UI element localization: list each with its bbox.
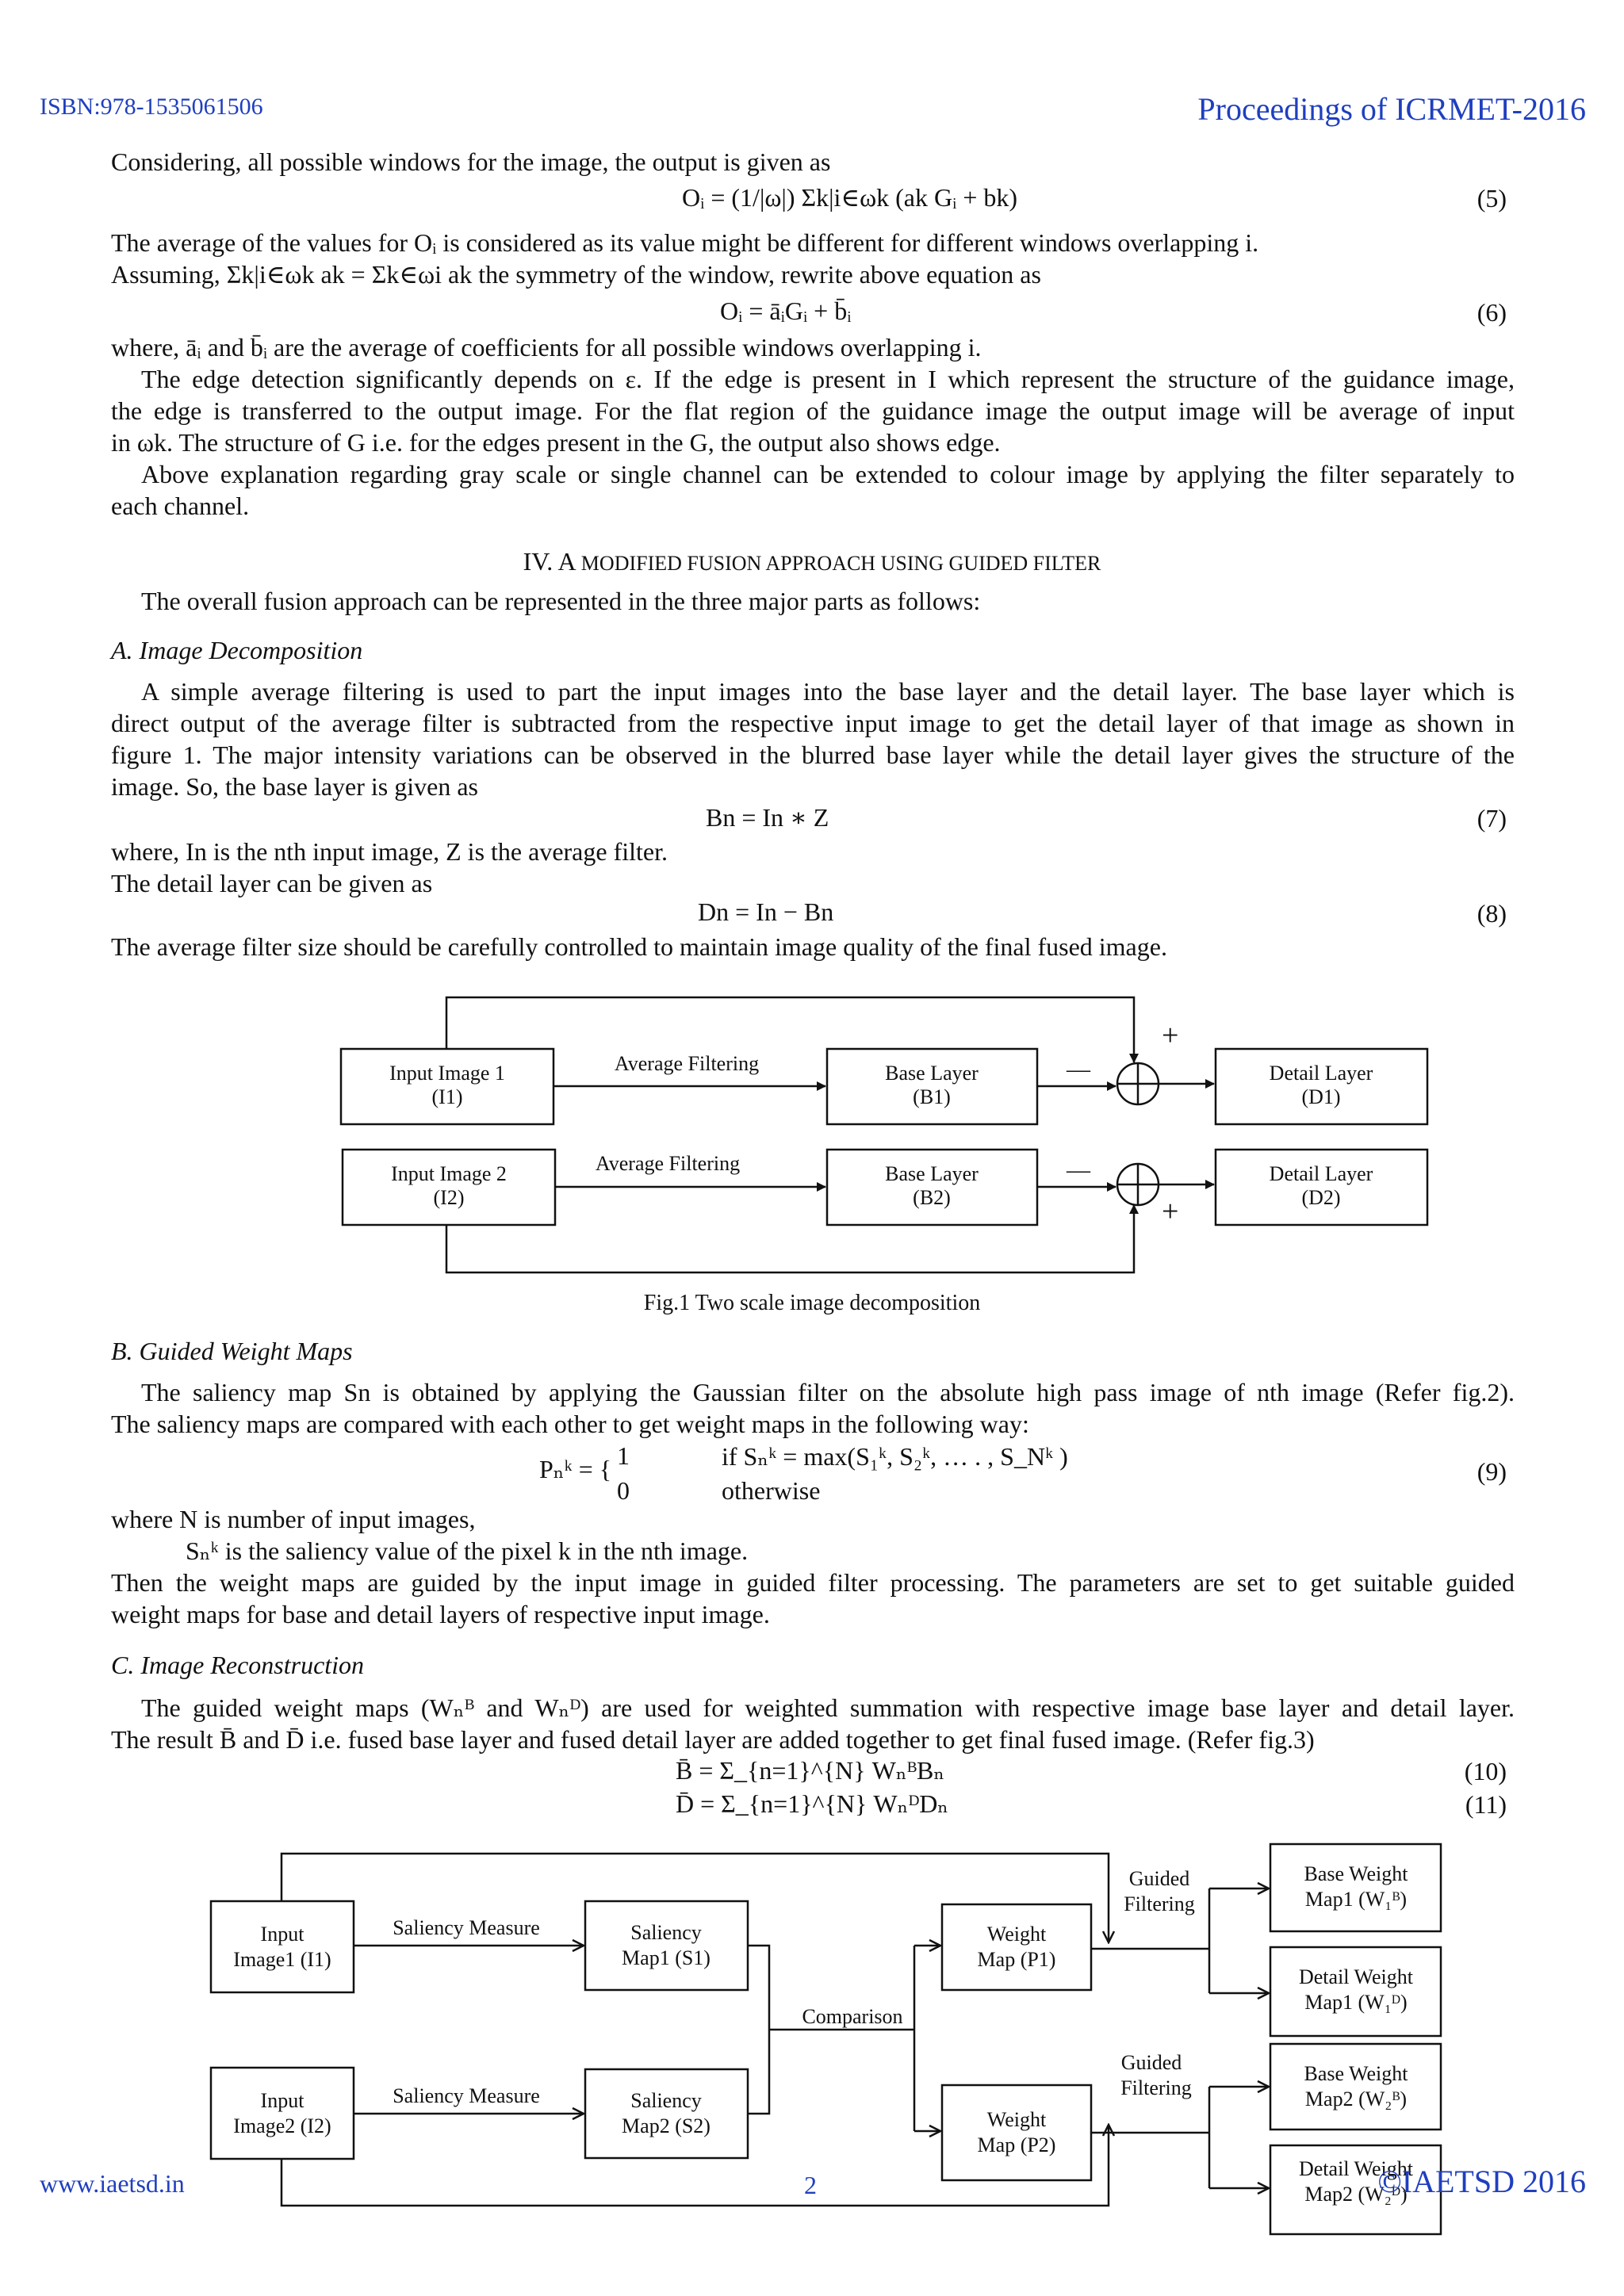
equation-6: Oᵢ = āᵢGᵢ + b̄ᵢ bbox=[720, 297, 852, 325]
paragraph: where, āᵢ and b̄ᵢ are the average of coefficients for all possible windows overlapping i. bbox=[111, 333, 982, 362]
paragraph: image. So, the base layer is given as bbox=[111, 772, 478, 801]
isbn-header: ISBN:978-1535061506 bbox=[40, 94, 263, 120]
equation-9-cond-1: if Sₙᵏ = max(S₁ᵏ, S₂ᵏ, … . , S_Nᵏ ) bbox=[722, 1442, 1068, 1471]
equation-9-cond-2: otherwise bbox=[722, 1476, 821, 1505]
paragraph: figure 1. The major intensity variations can be observed in the blurred base layer while the detail layer gives the structure of the bbox=[111, 740, 1515, 769]
svg-text:Comparison: Comparison bbox=[802, 2005, 903, 2028]
paragraph: direct output of the average filter is subtracted from the respective input image to get the detail layer of that image as shown in bbox=[111, 709, 1515, 737]
equation-number: (11) bbox=[1465, 1790, 1507, 1819]
svg-text:Map1 (W₁ᴮ): Map1 (W₁ᴮ) bbox=[1304, 1888, 1408, 1911]
svg-text:Input Image 2: Input Image 2 bbox=[391, 1162, 507, 1185]
paragraph: The average of the values for Oᵢ is considered as its value might be different for different windows overlapping i. bbox=[111, 228, 1259, 257]
svg-text:Image2 (I2): Image2 (I2) bbox=[233, 2114, 331, 2137]
equation-number: (5) bbox=[1477, 184, 1507, 212]
weight-map-2-box bbox=[942, 2085, 1091, 2180]
paragraph: Above explanation regarding gray scale or single channel can be extended to colour image by applying the filter separately to bbox=[141, 460, 1515, 488]
svg-text:(D2): (D2) bbox=[1301, 1186, 1341, 1209]
svg-text:(D1): (D1) bbox=[1301, 1085, 1341, 1108]
svg-text:(B2): (B2) bbox=[913, 1186, 951, 1209]
svg-text:+: + bbox=[1162, 1019, 1179, 1052]
paragraph: weight maps for base and detail layers of respective input image. bbox=[111, 1600, 770, 1628]
svg-text:Map1 (S1): Map1 (S1) bbox=[622, 1946, 710, 1969]
equation-7: Bn = In ∗ Z bbox=[706, 803, 829, 832]
figure-2-diagram bbox=[0, 1831, 1624, 2291]
svg-text:—: — bbox=[1067, 1056, 1090, 1082]
figure-1-diagram bbox=[0, 983, 1624, 1284]
svg-text:Input: Input bbox=[260, 1923, 304, 1946]
svg-text:Saliency Measure: Saliency Measure bbox=[393, 2084, 540, 2107]
saliency-map-2-box bbox=[585, 2069, 748, 2158]
paragraph: The average filter size should be carefully controlled to maintain image quality of the final fused image. bbox=[111, 932, 1167, 961]
svg-text:Detail Weight: Detail Weight bbox=[1298, 1965, 1414, 1988]
proceedings-header: Proceedings of ICRMET-2016 bbox=[1197, 91, 1586, 127]
base-weight-map-2-box bbox=[1270, 2044, 1441, 2130]
equation-9-lhs: Pₙᵏ = { bbox=[539, 1455, 612, 1483]
svg-text:Map (P2): Map (P2) bbox=[977, 2133, 1056, 2156]
page-number: 2 bbox=[804, 2171, 817, 2199]
paragraph: Considering, all possible windows for the image, the output is given as bbox=[111, 147, 831, 176]
paragraph: where, In is the nth input image, Z is the average filter. bbox=[111, 837, 668, 866]
paragraph: The detail layer can be given as bbox=[111, 869, 433, 897]
paragraph: each channel. bbox=[111, 492, 250, 520]
paragraph: Sₙᵏ is the saliency value of the pixel k in the nth image. bbox=[186, 1536, 749, 1565]
equation-number: (7) bbox=[1477, 804, 1507, 832]
equation-8: Dn = In − Bn bbox=[698, 897, 834, 926]
svg-text:Map2 (W₂ᴰ): Map2 (W₂ᴰ) bbox=[1304, 2183, 1408, 2206]
copyright-footer: ©IAETSD 2016 bbox=[1377, 2164, 1586, 2199]
svg-text:Saliency: Saliency bbox=[630, 1921, 702, 1944]
paragraph: The saliency map Sn is obtained by applying the Gaussian filter on the absolute high pass image of nth image (Refer fig.2). bbox=[141, 1378, 1515, 1406]
svg-text:(B1): (B1) bbox=[913, 1085, 951, 1108]
input-image-1-box bbox=[211, 1901, 354, 1992]
svg-text:Saliency Measure: Saliency Measure bbox=[393, 1916, 540, 1939]
subsection-heading-a: A. Image Decomposition bbox=[111, 636, 363, 664]
svg-text:Detail Weight: Detail Weight bbox=[1298, 2157, 1414, 2180]
svg-text:(I1): (I1) bbox=[431, 1085, 463, 1108]
svg-text:Map1 (W₁ᴰ): Map1 (W₁ᴰ) bbox=[1304, 1991, 1408, 2014]
svg-text:—: — bbox=[1067, 1157, 1090, 1183]
svg-text:Map2 (W₂ᴮ): Map2 (W₂ᴮ) bbox=[1304, 2087, 1408, 2110]
equation-number: (10) bbox=[1464, 1757, 1507, 1785]
input-image-2-box bbox=[211, 2068, 354, 2159]
svg-text:Base Weight: Base Weight bbox=[1304, 1862, 1408, 1885]
paragraph: The guided weight maps (Wₙᴮ and Wₙᴰ) are used for weighted summation with respective image base layer and detail layer. bbox=[141, 1693, 1515, 1722]
paragraph: The result B̄ and D̄ i.e. fused base layer and fused detail layer are added together to get final fused image. (Refer fig.3) bbox=[111, 1725, 1315, 1754]
svg-text:+: + bbox=[1162, 1195, 1179, 1228]
svg-text:Average Filtering: Average Filtering bbox=[595, 1152, 741, 1175]
equation-number: (6) bbox=[1477, 298, 1507, 327]
svg-text:Map2 (S2): Map2 (S2) bbox=[622, 2114, 710, 2137]
paragraph: in ωk. The structure of G i.e. for the edges present in the G, the output also shows edge. bbox=[111, 428, 1001, 457]
paragraph: where N is number of input images, bbox=[111, 1505, 476, 1533]
section-heading-iv: IV. A MODIFIED FUSION APPROACH USING GUIDED FILTER bbox=[523, 547, 1101, 576]
svg-text:Filtering: Filtering bbox=[1120, 2076, 1192, 2099]
subsection-heading-b: B. Guided Weight Maps bbox=[111, 1337, 353, 1365]
saliency-map-1-box bbox=[585, 1901, 748, 1990]
svg-text:Guided: Guided bbox=[1120, 2051, 1182, 2074]
equation-10: B̄ = Σ_{n=1}^{N} WₙᴮBₙ bbox=[676, 1756, 945, 1785]
svg-text:Base Layer: Base Layer bbox=[885, 1162, 979, 1185]
svg-text:Weight: Weight bbox=[986, 1923, 1047, 1946]
figure-1-caption: Fig.1 Two scale image decomposition bbox=[643, 1291, 981, 1315]
weight-map-1-box bbox=[942, 1904, 1091, 1990]
svg-text:Base Layer: Base Layer bbox=[885, 1062, 979, 1085]
svg-text:Detail Layer: Detail Layer bbox=[1269, 1162, 1373, 1185]
svg-text:Filtering: Filtering bbox=[1124, 1892, 1195, 1915]
paragraph: Then the weight maps are guided by the input image in guided filter processing. The parameters are set to get suitable guided bbox=[111, 1568, 1515, 1597]
equation-number: (9) bbox=[1477, 1457, 1507, 1486]
svg-text:Average Filtering: Average Filtering bbox=[614, 1052, 760, 1075]
svg-text:Guided: Guided bbox=[1128, 1867, 1190, 1890]
paragraph: The overall fusion approach can be represented in the three major parts as follows: bbox=[141, 587, 981, 615]
svg-text:Input Image 1: Input Image 1 bbox=[389, 1062, 505, 1085]
svg-text:(I2): (I2) bbox=[433, 1186, 465, 1209]
equation-9-case-2: 0 bbox=[617, 1476, 630, 1505]
svg-text:Weight: Weight bbox=[986, 2108, 1047, 2131]
equation-number: (8) bbox=[1477, 899, 1507, 928]
website-link[interactable]: www.iaetsd.in bbox=[40, 2169, 185, 2198]
svg-text:Base Weight: Base Weight bbox=[1304, 2062, 1408, 2085]
svg-text:Saliency: Saliency bbox=[630, 2089, 702, 2112]
paragraph: The edge detection significantly depends on ε. If the edge is present in I which represent the structure of the guidance image, bbox=[141, 365, 1515, 393]
paragraph: A simple average filtering is used to part the input images into the base layer and the detail layer. The base layer which is bbox=[141, 677, 1515, 706]
svg-text:Map (P1): Map (P1) bbox=[977, 1948, 1056, 1971]
paragraph: Assuming, Σk|i∈ωk ak = Σk∈ωi ak the symmetry of the window, rewrite above equation as bbox=[111, 260, 1041, 289]
subsection-heading-c: C. Image Reconstruction bbox=[111, 1651, 365, 1679]
svg-text:Image1 (I1): Image1 (I1) bbox=[233, 1948, 331, 1971]
equation-9-case-1: 1 bbox=[617, 1441, 630, 1470]
svg-text:Detail Layer: Detail Layer bbox=[1269, 1062, 1373, 1085]
equation-5: Oᵢ = (1/|ω|) Σk|i∈ωk (ak Gᵢ + bk) bbox=[682, 183, 1018, 212]
equation-11: D̄ = Σ_{n=1}^{N} WₙᴰDₙ bbox=[676, 1789, 949, 1818]
paragraph: The saliency maps are compared with each other to get weight maps in the following way: bbox=[111, 1410, 1029, 1438]
paragraph: the edge is transferred to the output image. For the flat region of the guidance image the output image will be average of input bbox=[111, 396, 1515, 425]
svg-text:Input: Input bbox=[260, 2089, 304, 2112]
